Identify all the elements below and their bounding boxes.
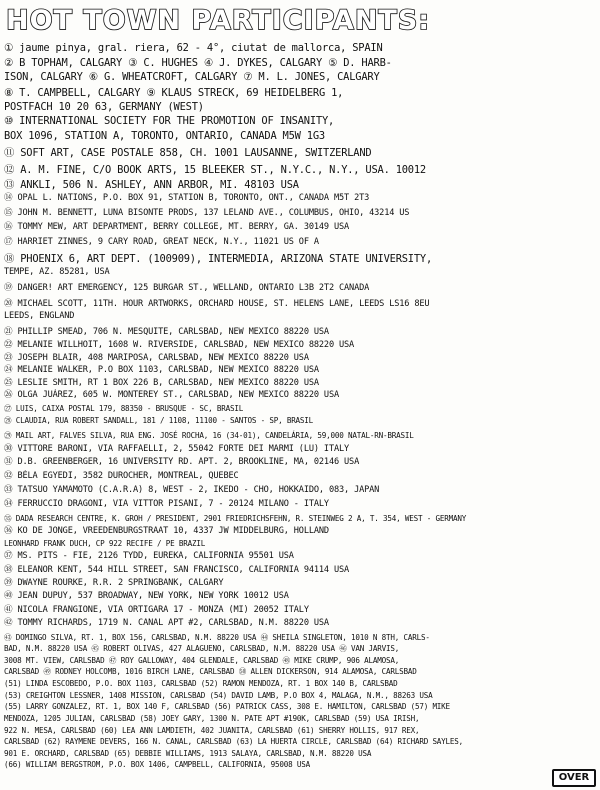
participant-line: ㉛ D.B. GREENBERGER, 16 UNIVERSITY RD. APT. 2, BROOKLINE, MA, 02146 USA [4,457,360,467]
participant-line: ⑮ JOHN M. BENNETT, LUNA BISONTE PRODS, 137 LELAND AVE., COLUMBUS, OHIO, 43214 US [4,208,410,218]
participant-line: ⑰ HARRIET ZINNES, 9 CARY ROAD, GREAT NECK, N.Y., 11021 US OF A [4,237,319,247]
participant-line: ㉝ TATSUO YAMAMOTO (C.A.R.A) 8, WEST - 2, IKEDO - CHO, HOKKAIDO, 083, JAPAN [4,485,380,495]
participant-line: LEONHARD FRANK DUCH, CP 922 RECIFE / PE BRAZIL [4,539,206,548]
participant-line: ㊴ DWAYNE ROURKE, R.R. 2 SPRINGBANK, CALGARY [4,578,224,588]
participant-line: ㉓ JOSEPH BLAIR, 408 MARIPOSA, CARLSBAD, NEW MEXICO 88220 USA [4,353,309,363]
page-title: HOT TOWN PARTICIPANTS: [6,5,431,36]
participant-line: ㉟ DADA RESEARCH CENTRE, K. GROH / PRESIDENT, 2901 FRIEDRICHSFEHN, R. STEINWEG 2 A, T. 354, WEST - GERMANY [4,514,467,523]
over-label: OVER [552,769,596,787]
participant-line: ㊵ JEAN DUPUY, 537 BROADWAY, NEW YORK, NEW YORK 10012 USA [4,591,289,601]
participant-line: ㉘ CLAUDIA, RUA ROBERT SANDALL, 181 / 1108, 11100 - SANTOS - SP, BRASIL [4,416,314,425]
participant-line: ⑬ ANKLI, 506 N. ASHLEY, ANN ARBOR, MI. 48103 USA [4,179,299,191]
participant-line: ㉑ PHILLIP SMEAD, 706 N. MESQUITE, CARLSBAD, NEW MEXICO 88220 USA [4,327,329,337]
participant-line: TEMPE, AZ. 85281, USA [4,267,110,277]
participant-line: ⑭ OPAL L. NATIONS, P.O. BOX 91, STATION B, TORONTO, ONT., CANADA M5T 2T3 [4,193,370,203]
participant-line: ㉔ MELANIE WALKER, P.O BOX 1103, CARLSBAD, NEW MEXICO 88220 USA [4,365,319,375]
participant-line: ㊷ TOMMY RICHARDS, 1719 N. CANAL APT #2, CARLSBAD, N.M. 88220 USA [4,618,329,628]
participant-line: POSTFACH 10 20 63, GERMANY (WEST) [4,101,204,113]
participant-line: ㉖ OLGA JUÁREZ, 605 W. MONTEREY ST., CARLSBAD, NEW MEXICO 88220 USA [4,390,339,400]
participant-line: MENDOZA, 1205 JULIAN, CARLSBAD (58) JOEY GARY, 1300 N. PATE APT #190K, CARLSBAD (59) USA IRISH, [4,714,420,723]
participant-line: LEEDS, ENGLAND [4,311,75,321]
participant-line: ⑯ TOMMY MEW, ART DEPARTMENT, BERRY COLLEGE, MT. BERRY, GA. 30149 USA [4,222,350,232]
participant-line: CARLSBAD ㊾ RODNEY HOLCOMB, 1016 BIRCH LANE, CARLSBAD ㊿ ALLEN DICKERSON, 914 ALAMOSA, CARLSBAD [4,667,417,676]
participant-line: CARLSBAD (62) RAYMENE DEVERS, 166 N. CANAL, CARLSBAD (63) LA HUERTA CIRCLE, CARLSBAD (64) RICHARD SAYLES, [4,737,464,746]
participant-line: ㉕ LESLIE SMITH, RT 1 BOX 226 B, CARLSBAD, NEW MEXICO 88220 USA [4,378,319,388]
participant-line: ㉒ MELANIE WILLHOIT, 1608 W. RIVERSIDE, CARLSBAD, NEW MEXICO 88220 USA [4,340,355,350]
participant-line: ① jaume pinya, gral. riera, 62 - 4°, ciutat de mallorca, SPAIN [4,42,383,54]
participant-line: ㊶ NICOLA FRANGIONE, VIA ORTIGARA 17 - MONZA (MI) 20052 ITALY [4,605,309,615]
participant-line: (55) LARRY GONZALEZ, RT. 1, BOX 140 F, CARLSBAD (56) PATRICK CASS, 308 E. HAMILTON, CARLSBAD (57) MIKE [4,702,450,711]
participant-line: 3008 MT. VIEW, CARLSBAD ㊼ ROY GALLOWAY, 404 GLENDALE, CARLSBAD ㊽ MIKE CRUMP, 906 ALAMOSA, [4,656,400,665]
participant-line: (53) CREIGHTON LESSNER, 1408 MISSION, CARLSBAD (54) DAVID LAMB, P.O BOX 4, MALAGA, N.M., 88263 USA [4,691,433,700]
participant-line: BOX 1096, STATION A, TORONTO, ONTARIO, CANADA M5W 1G3 [4,130,325,142]
participant-line: ㉚ VITTORE BARONI, VIA RAFFAELLI, 2, 55042 FORTE DEI MARMI (LU) ITALY [4,444,350,454]
participant-line: 901 E. ORCHARD, CARLSBAD (65) DEBBIE WILLIAMS, 1913 SALAYA, CARLSBAD, N.M. 88220 USA [4,749,372,758]
participant-line: (66) WILLIAM BERGSTROM, P.O. BOX 1406, CAMPBELL, CALIFORNIA, 95008 USA [4,760,311,769]
participant-list [4,40,596,784]
participant-line: ⑫ A. M. FINE, C/O BOOK ARTS, 15 BLEEKER ST., N.Y.C., N.Y., USA. 10012 [4,164,426,176]
participant-line: (51) LINDA ESCOBEDO, P.O. BOX 1103, CARLSBAD (52) RAMON MENDOZA, RT. 1 BOX 140 B, CARLSBAD [4,679,398,688]
participant-line: ⑲ DANGER! ART EMERGENCY, 125 BURGAR ST., WELLAND, ONTARIO L3B 2T2 CANADA [4,283,370,293]
participant-line: ㊸ DOMINGO SILVA, RT. 1, BOX 156, CARLSBAD, N.M. 88220 USA ㊹ SHEILA SINGLETON, 1010 N 8TH, CARLS- [4,633,430,642]
participant-line: ㉙ MAIL ART, FALVES SILVA, RUA ENG. JOSÉ ROCHA, 16 (34-01), CANDELÁRIA, 59,000 NATAL-RN-BRASIL [4,431,414,440]
participant-line: ㉗ LUIS, CAIXA POSTAL 179, 88350 - BRUSQUE - SC, BRASIL [4,404,244,413]
participant-line: ⑱ PHOENIX 6, ART DEPT. (100909), INTERMEDIA, ARIZONA STATE UNIVERSITY, [4,253,433,265]
participant-line: ㉞ FERRUCCIO DRAGONI, VIA VITTOR PISANI, 7 - 20124 MILANO - ITALY [4,499,329,509]
participant-line: ㊳ ELEANOR KENT, 544 HILL STREET, SAN FRANCISCO, CALIFORNIA 94114 USA [4,565,350,575]
participant-line: BAD, N.M. 88220 USA ㊺ ROBERT OLIVAS, 427 ALAGUENO, CARLSBAD, N.M. 88220 USA ㊻ VAN JARVIS, [4,644,400,653]
participant-line: ⑳ MICHAEL SCOTT, 11TH. HOUR ARTWORKS, ORCHARD HOUSE, ST. HELENS LANE, LEEDS LS16 8EU [4,299,430,309]
participant-line: ㊱ KO DE JONGE, VREEDENBURGSTRAAT 10, 4337 JW MIDDELBURG, HOLLAND [4,526,329,536]
participant-line: ⑧ T. CAMPBELL, CALGARY ⑨ KLAUS STRECK, 69 HEIDELBERG 1, [4,87,344,99]
participant-line: ② B TOPHAM, CALGARY ③ C. HUGHES ④ J. DYKES, CALGARY ⑤ D. HARB- [4,57,392,69]
participant-line: ⑩ INTERNATIONAL SOCIETY FOR THE PROMOTION OF INSANITY, [4,115,335,127]
participant-line: ㊲ MS. PITS - FIE, 2126 TYDD, EUREKA, CALIFORNIA 95501 USA [4,551,294,561]
participant-line: ⑪ SOFT ART, CASE POSTALE 858, CH. 1001 LAUSANNE, SWITZERLAND [4,147,372,159]
participant-line: ISON, CALGARY ⑥ G. WHEATCROFT, CALGARY ⑦ M. L. JONES, CALGARY [4,71,380,83]
participant-line: ㉜ BÉLA EGYEDI, 3582 DUROCHER, MONTREAL, QUEBEC [4,471,239,481]
participant-line: 922 N. MESA, CARLSBAD (60) LEA ANN LAMDIETH, 402 JUANITA, CARLSBAD (61) SHERRY HOLLIS, 917 REX, [4,726,420,735]
